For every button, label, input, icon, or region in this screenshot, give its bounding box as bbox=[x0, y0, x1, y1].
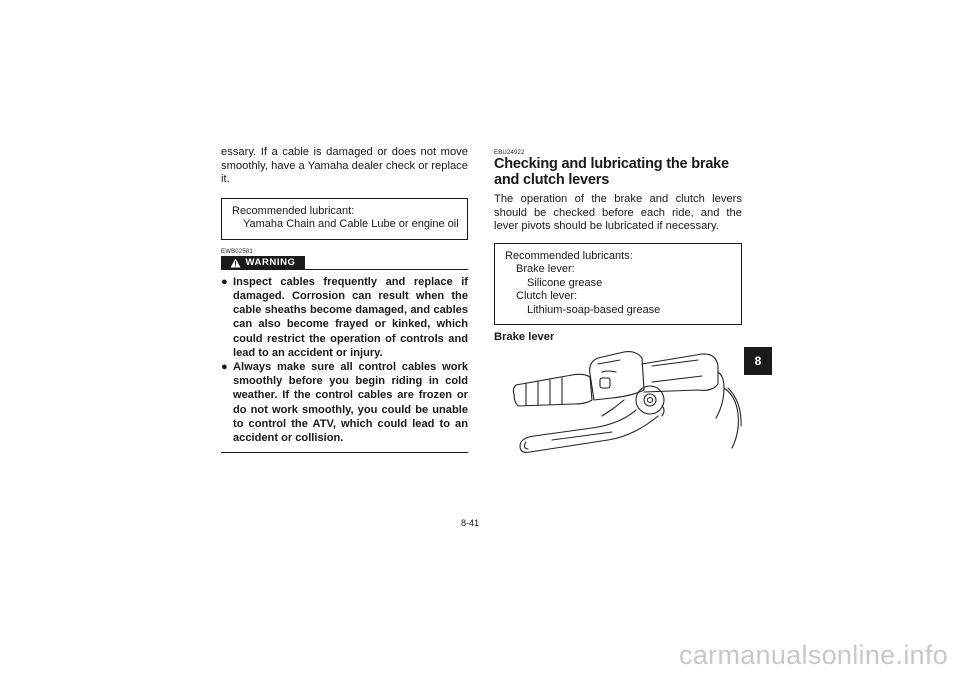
warning-header bbox=[221, 256, 468, 272]
chapter-tab: 8 bbox=[744, 347, 772, 375]
bullet-icon: ● bbox=[221, 361, 228, 373]
warning-item bbox=[221, 275, 468, 360]
clutch-lever-grease: Lithium-soap-based grease bbox=[527, 303, 661, 316]
warning-list bbox=[221, 275, 468, 445]
warning-code: EWB02581 bbox=[221, 248, 253, 255]
left-column bbox=[221, 146, 468, 453]
lubricant-value: Yamaha Chain and Cable Lube or engine oil bbox=[243, 218, 459, 231]
watermark-text: carmanualsonline.info bbox=[679, 640, 948, 670]
bullet-icon: ● bbox=[221, 275, 228, 288]
warning-triangle-icon bbox=[230, 258, 241, 268]
page-number: 8-41 bbox=[461, 518, 480, 528]
warning-end-rule bbox=[221, 452, 468, 453]
clutch-lever-label: Clutch lever: bbox=[516, 290, 578, 303]
warning-item-text: Inspect cables frequently and replace if damaged. Corrosion can result when the cable sheaths become damaged, and cables can also become frayed or kinked, which could restrict the operation of controls and lead to an accident or injury. bbox=[233, 275, 468, 359]
brake-lever-subheading: Brake lever bbox=[494, 331, 555, 344]
brake-lever-label: Brake lever: bbox=[516, 263, 575, 276]
lubricants-heading: Recommended lubricants: bbox=[505, 249, 633, 262]
continued-paragraph: essary. If a cable is damaged or does not move smoothly, have a Yamaha dealer check or replace it. bbox=[221, 146, 468, 186]
section-code: EBU24922 bbox=[494, 150, 525, 156]
recommended-lubricant-box bbox=[221, 198, 468, 240]
section-body: The operation of the brake and clutch levers should be checked before each ride, and the lever pivots should be lubricated if necessary. bbox=[494, 193, 742, 233]
brake-lever-illustration bbox=[512, 344, 742, 464]
warning-item bbox=[221, 360, 468, 445]
section-title: Checking and lubricating the brake and clutch levers bbox=[494, 156, 729, 188]
recommended-lubricants-box bbox=[494, 243, 742, 326]
warning-badge bbox=[221, 256, 305, 270]
warning-item-text: Always make sure all control cables work smoothly before you begin riding in cold weather. If the control cables are frozen or do not work smoothly, you could be unable to control the ATV, which could lead to an accident or collision. bbox=[233, 361, 468, 445]
lubricant-heading: Recommended lubricant: bbox=[232, 204, 355, 217]
brake-lever-grease: Silicone grease bbox=[527, 276, 603, 289]
warning-rule bbox=[305, 269, 468, 270]
right-column bbox=[494, 150, 742, 343]
warning-label: WARNING bbox=[245, 257, 296, 269]
